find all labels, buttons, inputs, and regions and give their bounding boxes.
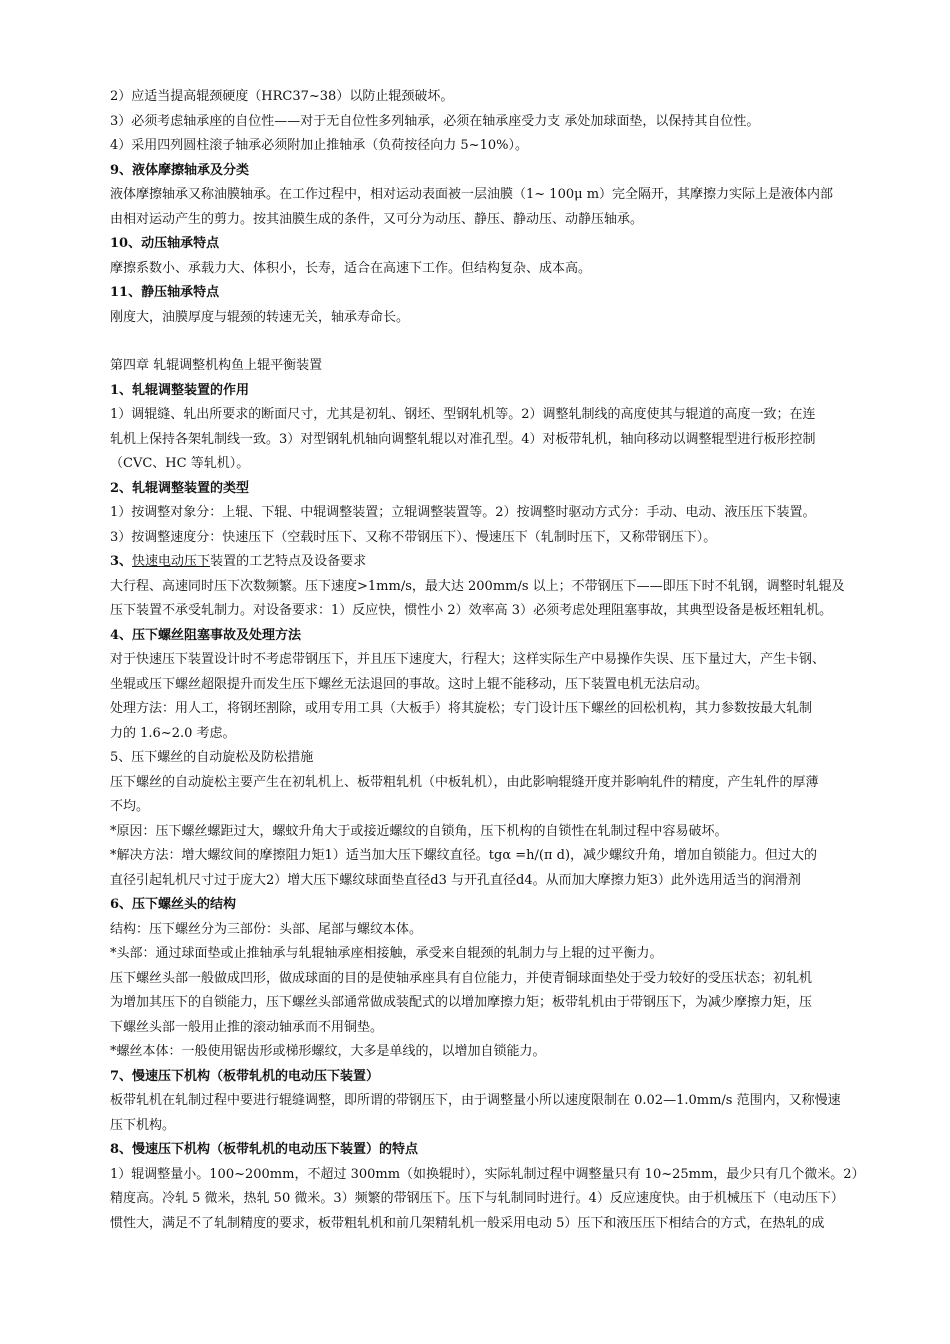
section-heading: 2、轧辊调整装置的类型 xyxy=(110,480,250,496)
text-line: 不均。 xyxy=(110,799,150,814)
paragraph-gap xyxy=(110,330,935,354)
text-line: *头部：通过球面垫或止推轴承与轧辊轴承座相接触，承受来自辊颈的轧制力与上辊的过平衡力。 xyxy=(110,946,663,961)
text-line: 惯性大，满足不了轧制精度的要求，板带粗轧机和前几架精轧机一般采用电动 5）压下和液压压下相结合的方式，在热轧的成 xyxy=(110,1215,825,1231)
section-heading: 11、静压轴承特点 xyxy=(110,285,220,300)
text-line: 坐辊或压下螺丝超限提升而发生压下螺丝无法退回的事故。这时上辊不能移动，压下装置电机无法启动。 xyxy=(110,676,709,692)
text-line: 压下机构。 xyxy=(110,1117,176,1133)
heading-rest: 装置的工艺特点及设备要求 xyxy=(210,554,367,569)
section-heading: 9、液体摩擦轴承及分类 xyxy=(110,162,250,178)
text-line: 1）按调整对象分：上辊、下辊、中辊调整装置；立辊调整装置等。2）按调整时驱动方式分：手动、电动、液压压下装置。 xyxy=(110,505,816,520)
text-line: *解决方法：增大螺纹间的摩擦阻力矩1）适当加大压下螺纹直径。tgα =h/(π d)，减少螺纹升角，增加自锁能力。但过大的 xyxy=(110,848,818,863)
section-heading: 10、动压轴承特点 xyxy=(110,236,220,251)
text-line: 为增加其压下的自锁能力，压下螺丝头部通常做成装配式的以增加摩擦力矩；板带轧机由于带钢压下，为减少摩擦力矩，压 xyxy=(110,995,813,1010)
text-line: 4）采用四列圆柱滚子轴承必须附加止推轴承（负荷按径向力 5~10%）。 xyxy=(110,138,528,153)
chapter-title: 第四章 轧辊调整机构鱼上辊平衡装置 xyxy=(110,358,323,373)
text-line: 压下螺丝的自动旋松主要产生在初轧机上、板带粗轧机（中板轧机），由此影响辊缝开度并影响轧件的精度，产生轧件的厚薄 xyxy=(110,774,819,790)
underlined-term: 快速电动压下 xyxy=(132,554,211,569)
text-line: 对于快速压下装置设计时不考虑带钢压下，并且压下速度大，行程大；这样实际生产中易操作失误、压下量过大，产生卡钢、 xyxy=(110,652,826,667)
text-line: 直径引起轧机尺寸过于庞大2）增大压下螺纹球面垫直径d3 与开孔直径d4。从而加大摩擦力矩3）此外选用适当的润滑剂 xyxy=(110,872,801,888)
text-line: 轧机上保持各架轧制线一致。3）对型钢轧机轴向调整轧辊以对准孔型。4）对板带轧机，轴向移动以调整辊型进行板形控制 xyxy=(110,431,816,447)
text-line: 3）必须考虑轴承座的自位性——对于无自位性多列轴承，必须在轴承座受力支 承处加球面垫，以保持其自位性。 xyxy=(110,113,760,129)
text-line: *螺丝本体：一般使用锯齿形或梯形螺纹，大多是单线的，以增加自锁能力。 xyxy=(110,1044,546,1059)
text-line: 下螺丝头部一般用止推的滚动轴承而不用铜垫。 xyxy=(110,1019,384,1035)
text-line: 1）调辊缝、轧出所要求的断面尺寸，尤其是初轧、钢坯、型钢轧机等。2）调整轧制线的高度使其与辊道的高度一致；在连 xyxy=(110,407,816,422)
section-heading: 6、压下螺丝头的结构 xyxy=(110,897,237,912)
text-line: 液体摩擦轴承又称油膜轴承。在工作过程中，相对运动表面被一层油膜（1~ 100μ m）完全隔开，其摩擦力实际上是液体内部 xyxy=(110,187,834,202)
text-line: 板带轧机在轧制过程中要进行辊缝调整，即所谓的带钢压下，由于调整量小所以速度限制在 0.02—1.0mm/s 范围内，又称慢速 xyxy=(110,1093,841,1108)
section-heading-3 xyxy=(110,550,935,575)
text-line: 力的 1.6~2.0 考虑。 xyxy=(110,725,236,741)
text-line: 大行程、高速同时压下次数频繁。压下速度>1mm/s，最大达 200mm/s 以上；不带钢压下——即压下时不轧钢，调整时轧辊及 xyxy=(110,578,845,594)
document-page xyxy=(110,85,935,1236)
text-line: 精度高。冷轧 5 微米，热轧 50 微米。3）频繁的带钢压下。压下与轧制同时进行。4）反应速度快。由于机械压下（电动压下） xyxy=(110,1191,844,1206)
section-heading: 4、压下螺丝阻塞事故及处理方法 xyxy=(110,627,302,643)
text-line: 处理方法：用人工，将钢坯割除，或用专用工具（大板手）将其旋松；专门设计压下螺丝的回松机构，其力参数按最大轧制 xyxy=(110,701,813,716)
text-line: 压下装置不承受轧制力。对设备要求：1）反应快，惯性小 2）效率高 3）必须考虑处理阻塞事故，其典型设备是板坯粗轧机。 xyxy=(110,603,833,618)
text-line: 刚度大，油膜厚度与辊颈的转速无关，轴承寿命长。 xyxy=(110,309,410,325)
text-line: （CVC、HC 等轧机）。 xyxy=(110,456,250,471)
text-line: 2）应适当提高辊颈硬度（HRC37~38）以防止辊颈破坏。 xyxy=(110,89,454,104)
text-line: 结构：压下螺丝分为三部份：头部、尾部与螺纹本体。 xyxy=(110,921,423,937)
section-heading: 7、慢速压下机构（板带轧机的电动压下装置） xyxy=(110,1068,380,1084)
text-line: 由相对运动产生的剪力。按其油膜生成的条件，又可分为动压、静压、静动压、动静压轴承。 xyxy=(110,211,644,227)
text-line: 压下螺丝头部一般做成凹形，做成球面的目的是使轴承座具有自位能力，并使青铜球面垫处于受力较好的受压状态；初轧机 xyxy=(110,970,813,986)
heading-number: 3、 xyxy=(110,554,133,569)
text-line: 摩擦系数小、承载力大、体积小，长寿，适合在高速下工作。但结构复杂、成本高。 xyxy=(110,260,592,276)
section-heading: 5、压下螺丝的自动旋松及防松措施 xyxy=(110,750,314,765)
text-line: *原因：压下螺丝螺距过大，螺蚊升角大于或接近螺纹的自锁角，压下机构的自锁性在轧制过程中容易破坏。 xyxy=(110,823,728,839)
text-line: 3）按调整速度分：快速压下（空载时压下、又称不带钢压下）、慢速压下（轧制时压下，又称带钢压下）。 xyxy=(110,529,717,545)
section-heading: 1、轧辊调整装置的作用 xyxy=(110,382,250,398)
text-line: 1）辊调整量小。100~200mm，不超过 300mm（如换辊时），实际轧制过程中调整量只有 10~25mm，最少只有几个微米。2） xyxy=(110,1166,865,1182)
section-heading: 8、慢速压下机构（板带轧机的电动压下装置）的特点 xyxy=(110,1142,419,1157)
